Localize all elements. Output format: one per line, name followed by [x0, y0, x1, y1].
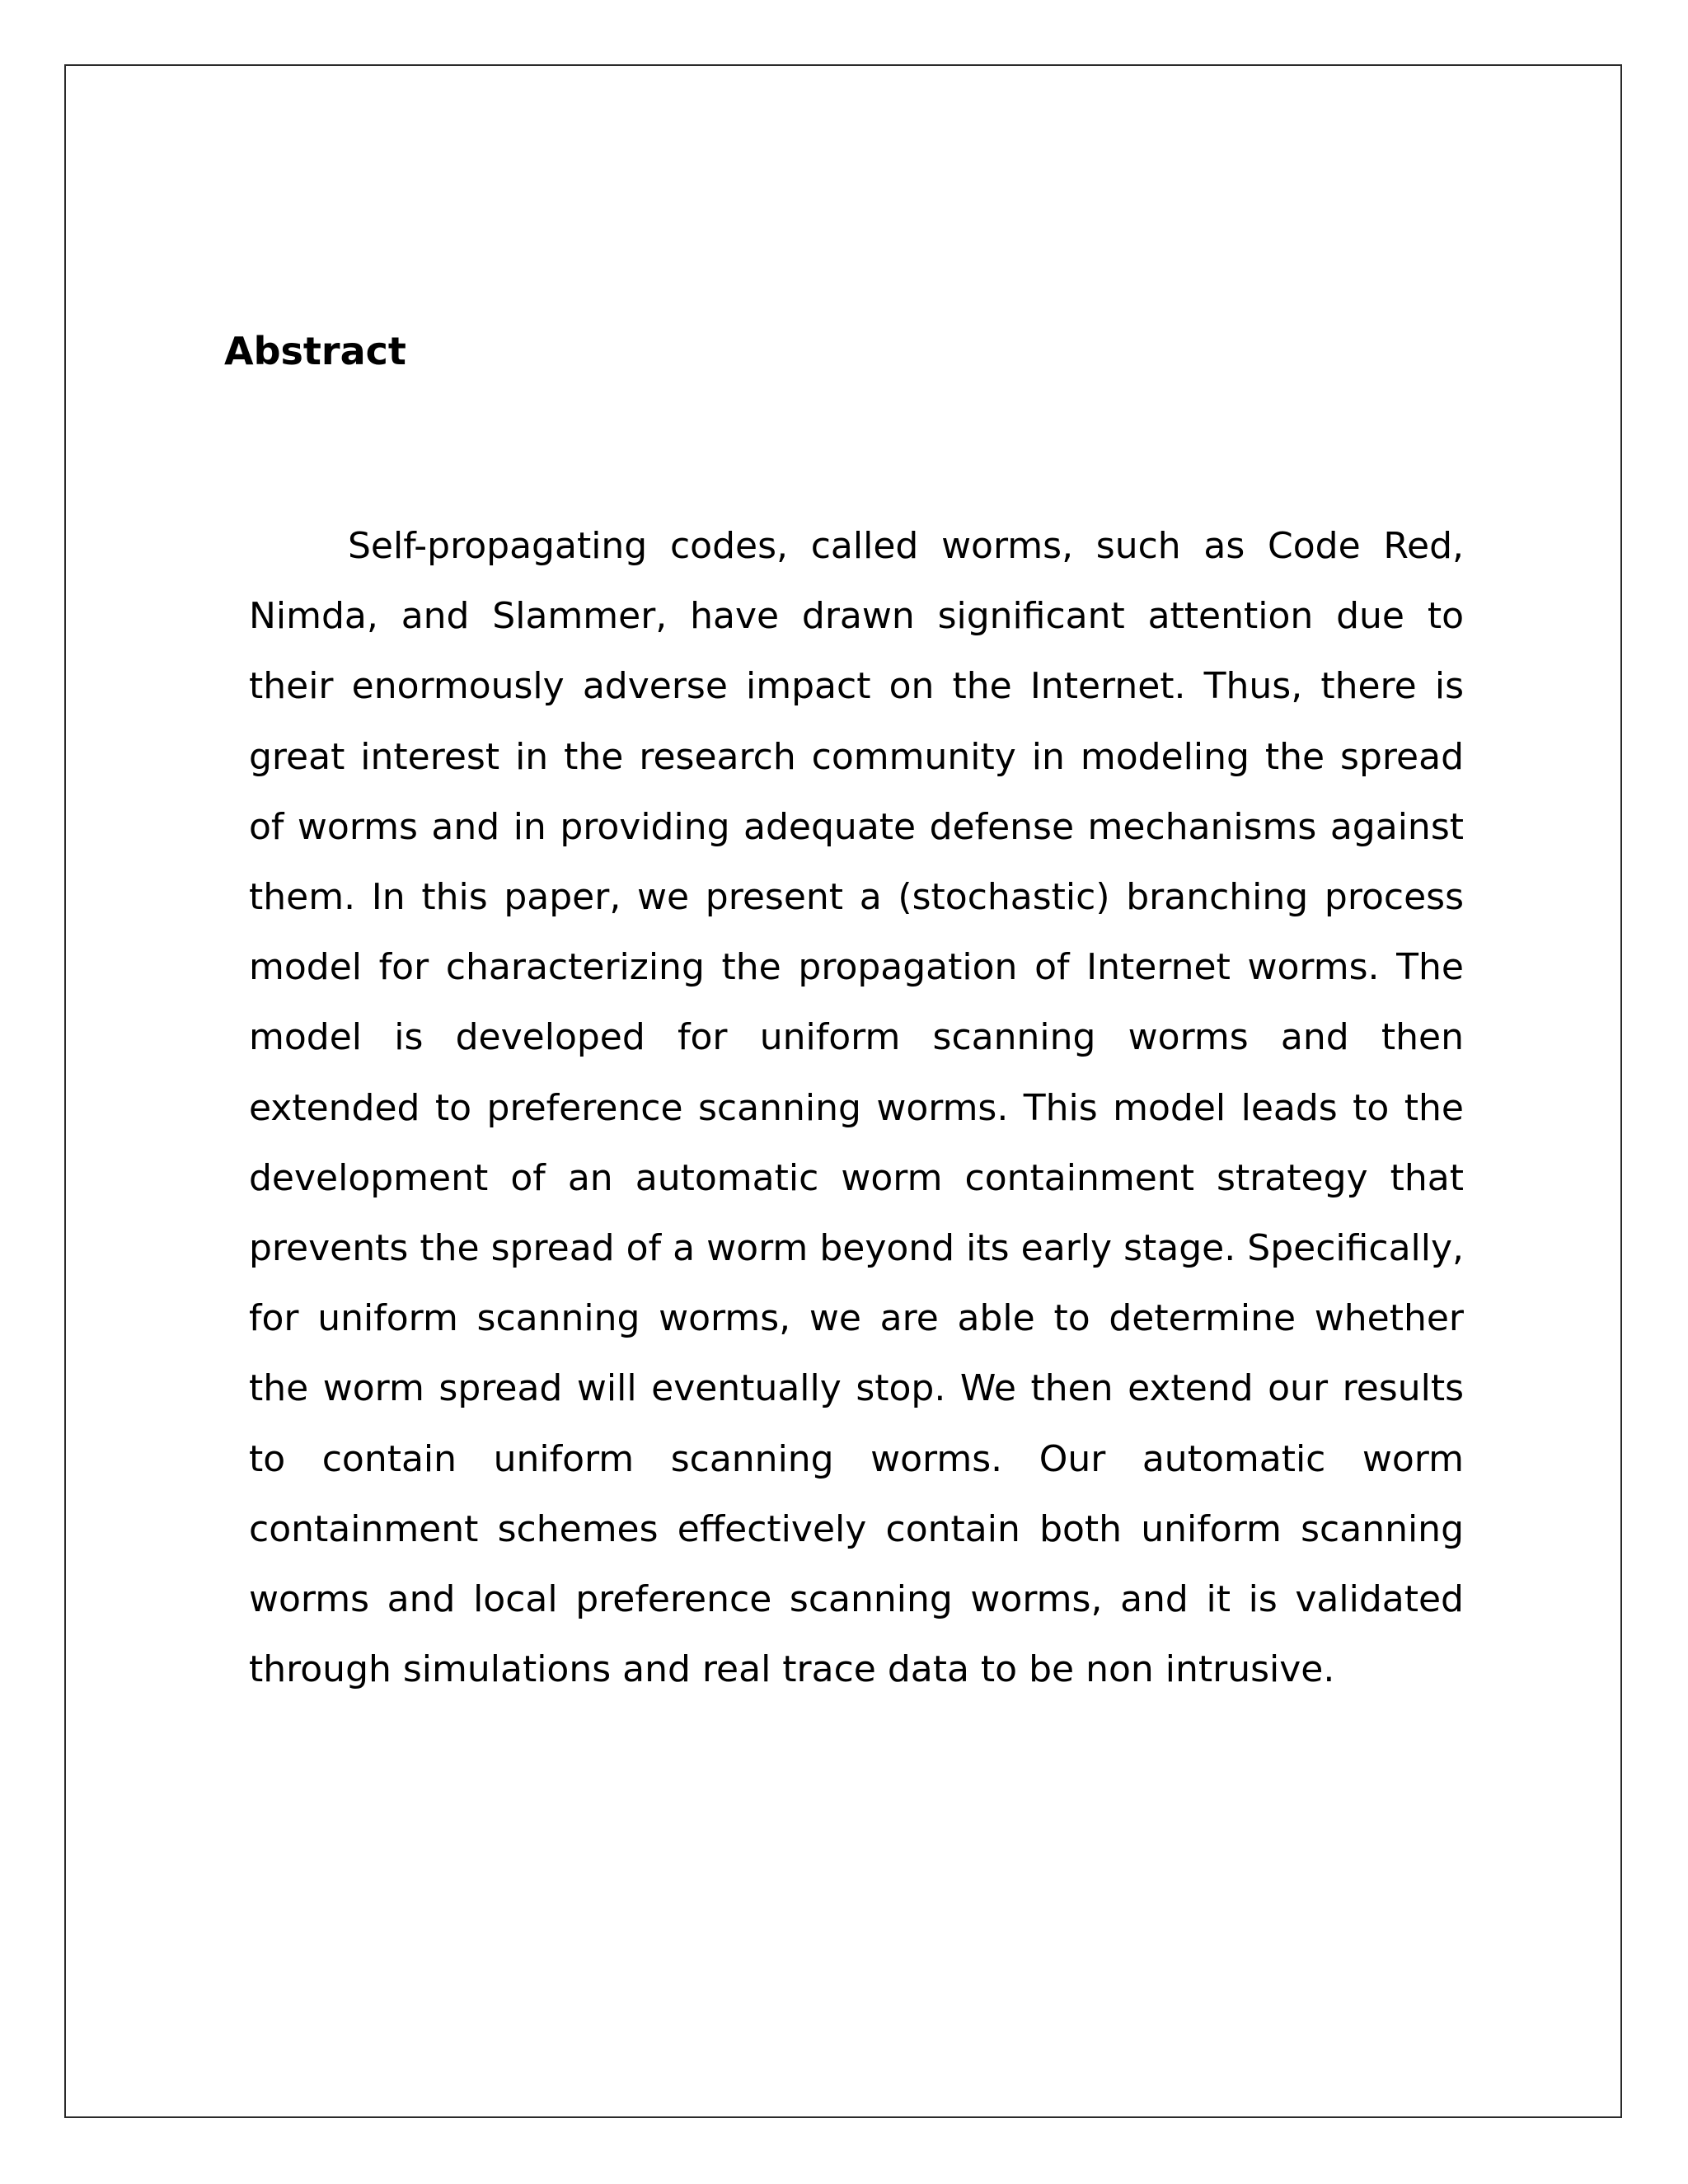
abstract-heading: Abstract: [224, 329, 406, 373]
abstract-paragraph: Self-propagating codes, called worms, such as Code Red, Nimda, and Slammer, have drawn significant attention due to their enormously adverse impact on the Internet. Thus, there is great interest in the research community in modeling the spread of worms and in providing adequate defense mechanisms against them. In this paper, we present a (stochastic) branching process model for characterizing the propagation of Internet worms. The model is developed for uniform scanning worms and then extended to preference scanning worms. This model leads to the development of an automatic worm containment strategy that prevents the spread of a worm beyond its early stage. Specifically, for uniform scanning worms, we are able to determine whether the worm spread will eventually stop. We then extend our results to contain uniform scanning worms. Our automatic worm containment schemes effectively contain both uniform scanning worms and local preference scanning worms, and it is validated through simulations and real trace data to be non intrusive.: [249, 525, 1464, 1691]
